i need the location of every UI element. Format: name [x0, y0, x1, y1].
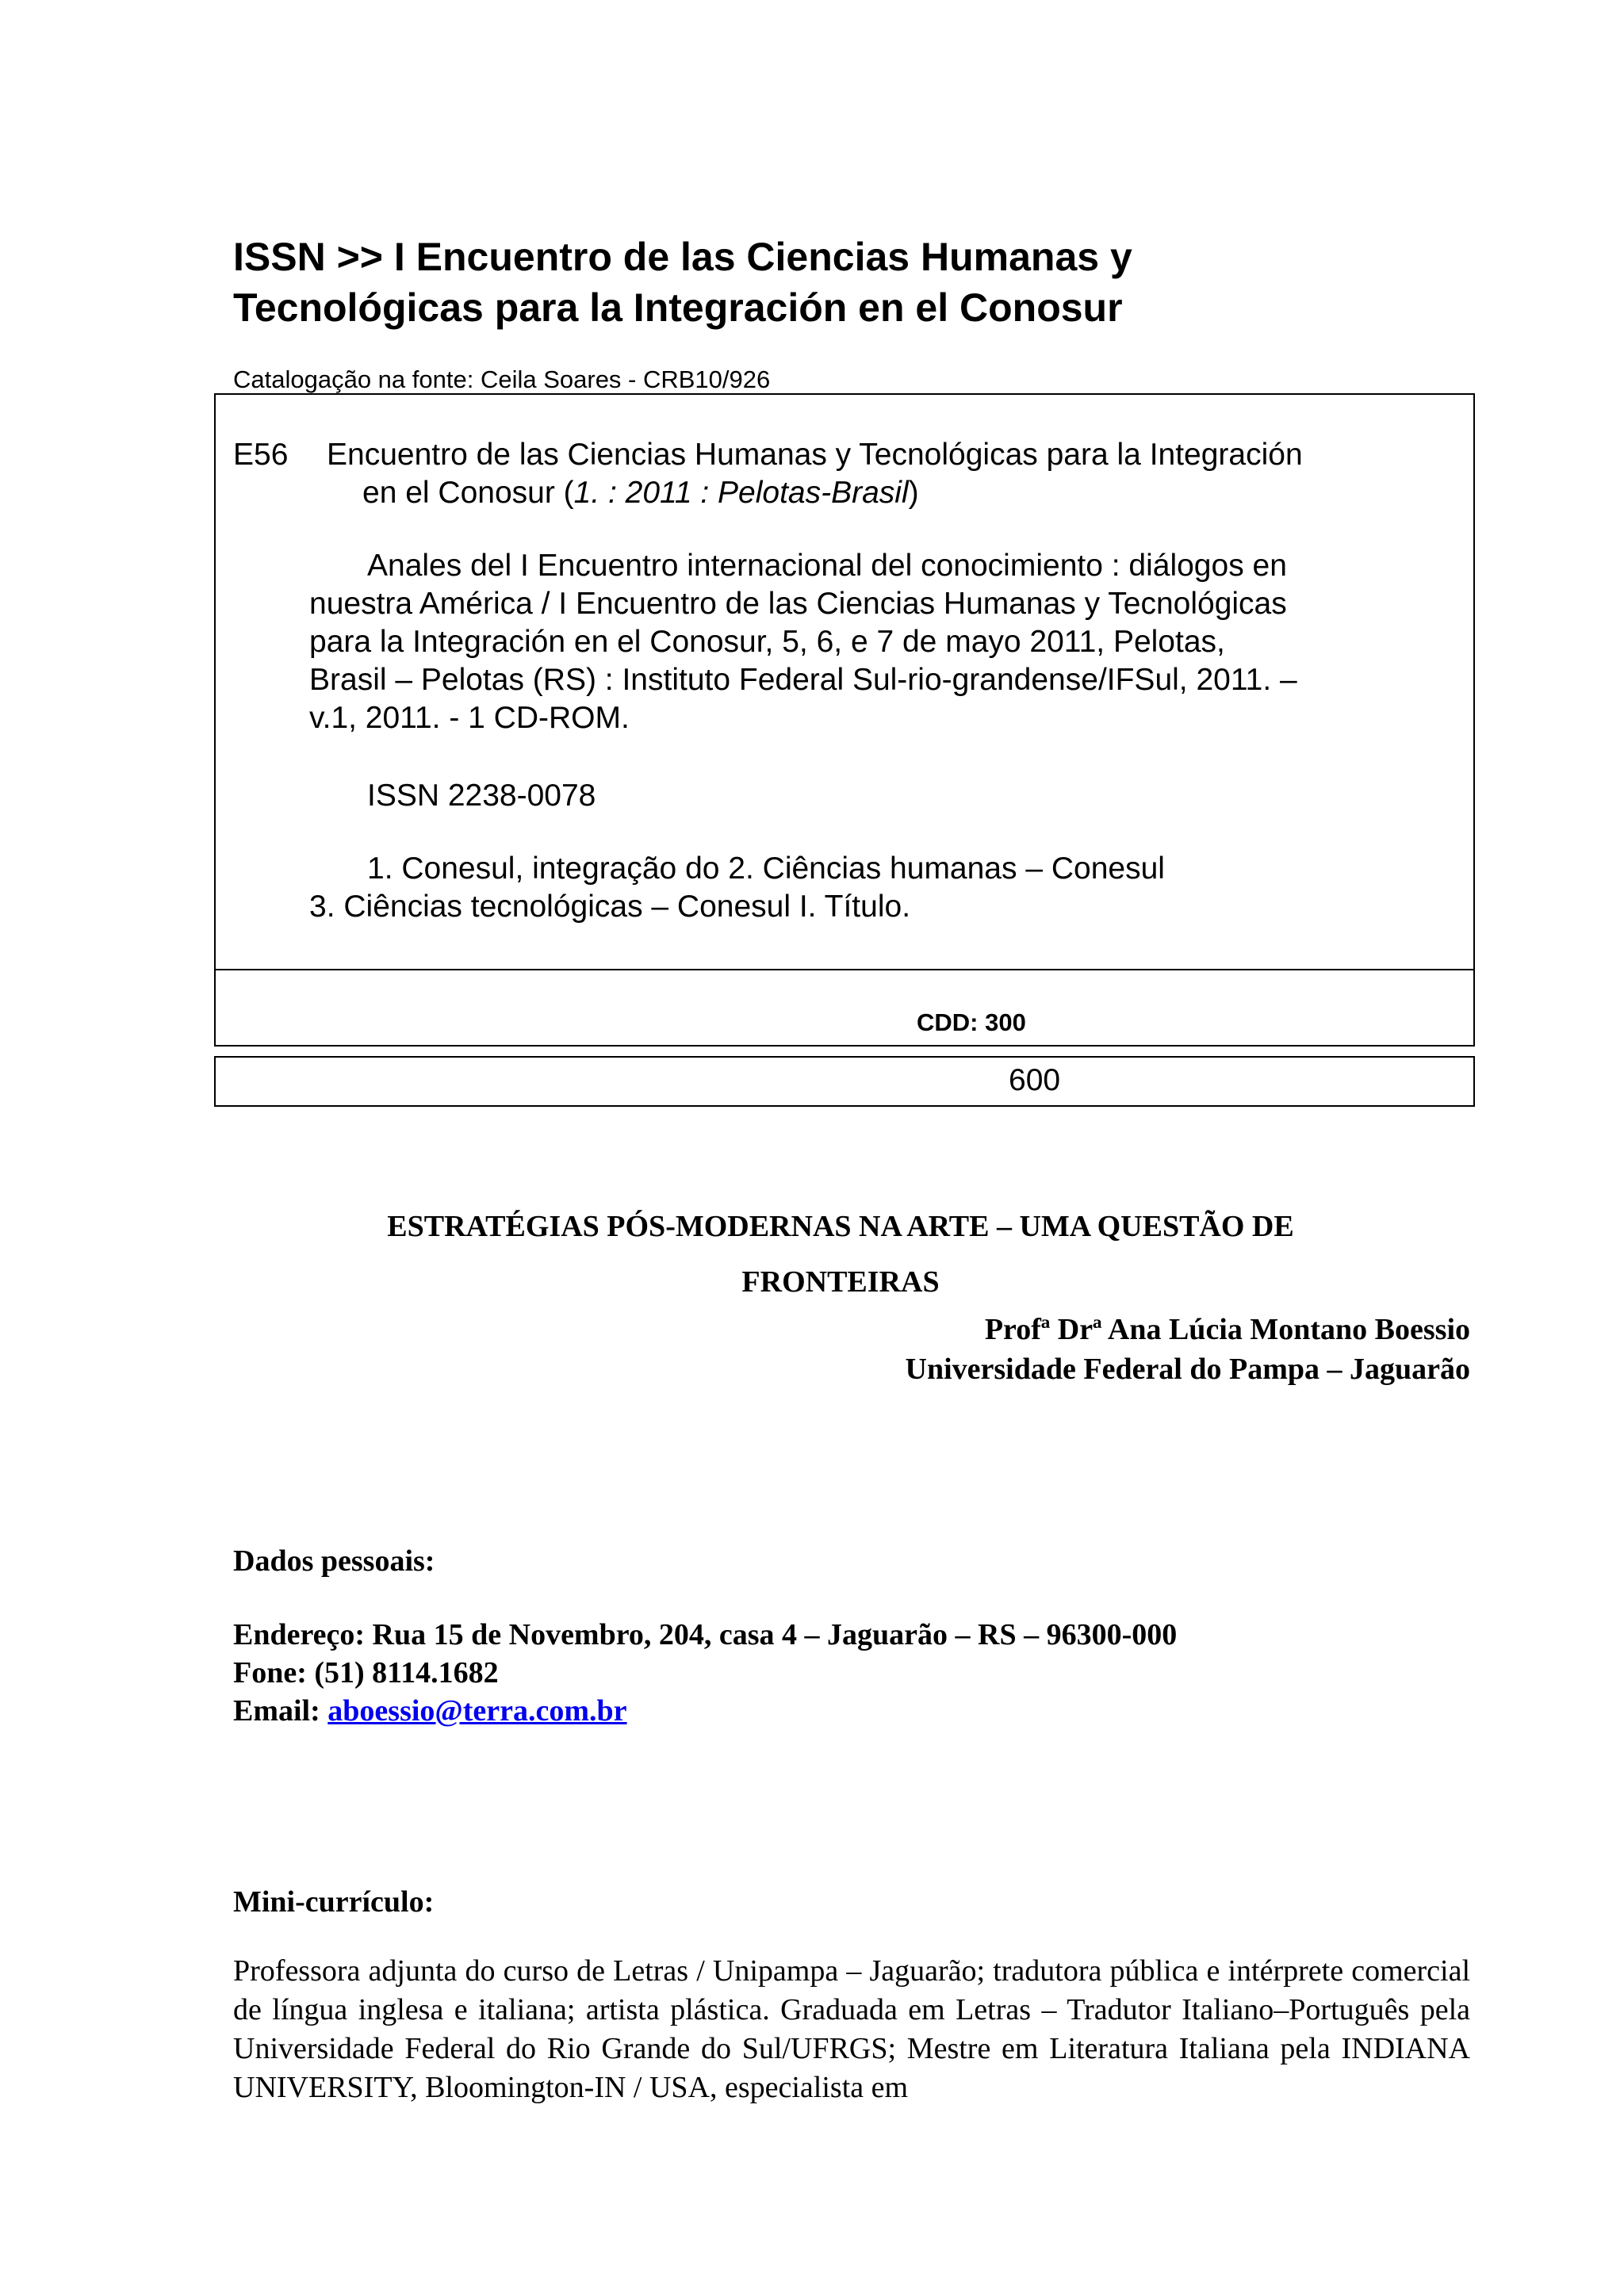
cdd-label: CDD: 300: [917, 1008, 1026, 1036]
page-title-line1: ISSN >> I Encuentro de las Ciencias Humanas y: [233, 235, 1132, 279]
page-title: [233, 232, 1502, 333]
personal-data-heading: Dados pessoais:: [233, 1544, 435, 1578]
call-number: E56: [233, 438, 289, 472]
contact-address: Endereço: Rua 15 de Novembro, 204, casa 4 – Jaguarão – RS – 96300-000: [233, 1618, 1178, 1651]
author-name: Profª Drª Ana Lúcia Montano Boessio: [984, 1313, 1470, 1346]
cdd-secondary-value: 600: [1009, 1063, 1061, 1097]
catalog-issn: ISSN 2238-0078: [367, 779, 596, 813]
cdd-secondary-box: [214, 1056, 1475, 1107]
author-block: [714, 1310, 1470, 1389]
entry-suffix: ): [908, 476, 919, 510]
email-link[interactable]: aboessio@terra.com.br: [327, 1694, 627, 1728]
page-title-line2: Tecnológicas para la Integración en el Conosur: [233, 285, 1123, 330]
article-title-line2: FRONTEIRAS: [741, 1265, 940, 1299]
author-affiliation: Universidade Federal do Pampa – Jaguarão: [905, 1353, 1470, 1386]
email-label: Email:: [233, 1694, 328, 1728]
catalog-entry-line2: [362, 474, 919, 512]
entry-italic: 1. : 2011 : Pelotas-Brasil: [573, 476, 909, 510]
anales-line5: v.1, 2011. - 1 CD-ROM.: [309, 701, 630, 735]
anales-line2: nuestra América / I Encuentro de las Ciencias Humanas y Tecnológicas: [309, 587, 1287, 621]
subjects-line1: 1. Conesul, integração do 2. Ciências humanas – Conesul: [367, 851, 1165, 886]
article-title-line1: ESTRATÉGIAS PÓS-MODERNAS NA ARTE – UMA QUESTÃO DE: [387, 1210, 1294, 1243]
anales-line4: Brasil – Pelotas (RS) : Instituto Federal Sul-rio-grandense/IFSul, 2011. –: [309, 663, 1297, 697]
contact-block: [233, 1616, 1177, 1730]
cdd-box: [214, 970, 1475, 1047]
cv-text: Professora adjunta do curso de Letras / Unipampa – Jaguarão; tradutora pública e intérprete comercial de língua inglesa e italiana; artista plástica. Graduada em Letras – Tradutor Italiano–Português pela Universidade Federal do Rio Grande do Sul/UFRGS; Mestre em Literatura Italiana pela INDIANA UNIVERSITY, Bloomington-IN / USA, especialista em: [233, 1954, 1470, 2104]
article-title: [285, 1199, 1396, 1310]
catalog-anales: [309, 547, 1435, 737]
cv-heading: Mini-currículo:: [233, 1885, 435, 1919]
contact-email-line: [233, 1692, 1177, 1730]
anales-line3: para la Integración en el Conosur, 5, 6, e 7 de mayo 2011, Pelotas,: [309, 625, 1225, 659]
subjects-line2: 3. Ciências tecnológicas – Conesul I. Título.: [309, 890, 911, 924]
contact-phone: Fone: (51) 8114.1682: [233, 1656, 499, 1689]
anales-line1: Anales del I Encuentro internacional del conocimiento : diálogos en: [367, 549, 1287, 583]
entry-prefix: en el Conosur (: [362, 476, 574, 510]
catalog-subjects: [309, 850, 1165, 926]
catalog-source: Catalogação na fonte: Ceila Soares - CRB10/926: [233, 365, 771, 393]
catalog-entry-line1: Encuentro de las Ciencias Humanas y Tecnológicas para la Integración: [327, 438, 1303, 472]
